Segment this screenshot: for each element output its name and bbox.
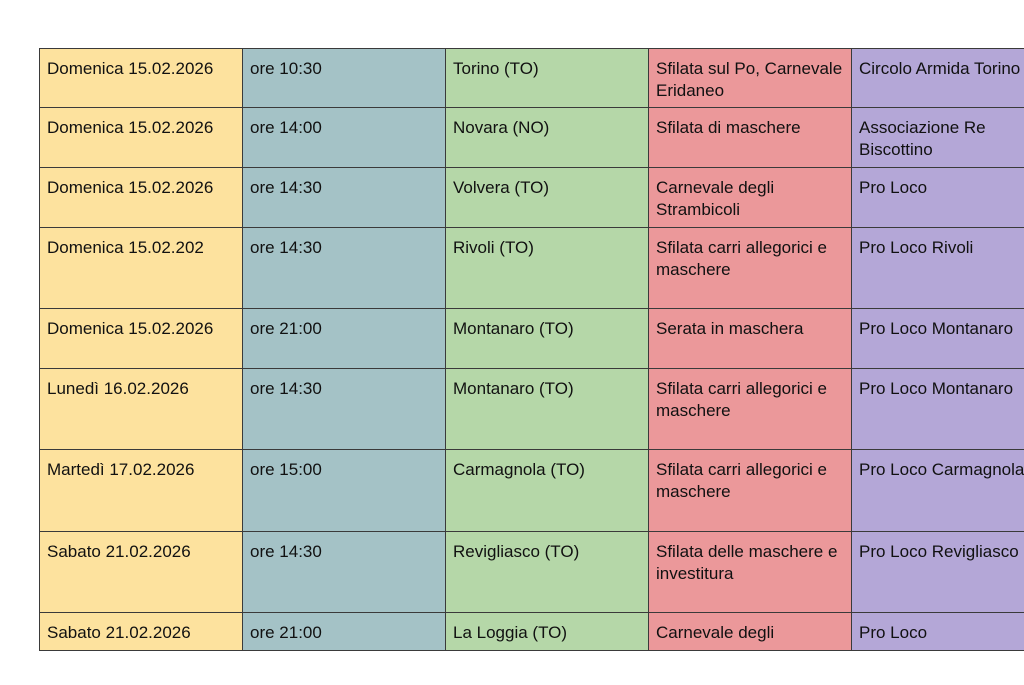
table-row: [40, 532, 1024, 613]
event-cell: Sfilata delle maschere e investitura: [649, 532, 852, 613]
event-cell: Carnevale degli: [649, 613, 852, 651]
table-row: [40, 613, 1024, 651]
time-cell: ore 10:30: [243, 49, 446, 108]
date-cell: Domenica 15.02.2026: [40, 168, 243, 228]
organizer-cell: Pro Loco Rivoli: [852, 228, 1024, 309]
event-cell: Sfilata carri allegorici e maschere: [649, 450, 852, 532]
date-cell: Domenica 15.02.2026: [40, 49, 243, 108]
organizer-cell: Pro Loco: [852, 613, 1024, 651]
event-cell: Sfilata di maschere: [649, 108, 852, 168]
date-cell: Domenica 15.02.2026: [40, 309, 243, 369]
place-cell: Revigliasco (TO): [446, 532, 649, 613]
date-cell: Domenica 15.02.202: [40, 228, 243, 309]
place-cell: Montanaro (TO): [446, 369, 649, 450]
time-cell: ore 14:30: [243, 228, 446, 309]
place-cell: Carmagnola (TO): [446, 450, 649, 532]
place-cell: Rivoli (TO): [446, 228, 649, 309]
organizer-cell: Associazione Re Biscottino: [852, 108, 1024, 168]
event-cell: Carnevale degli Strambicoli: [649, 168, 852, 228]
event-cell: Serata in maschera: [649, 309, 852, 369]
table-row: [40, 168, 1024, 228]
event-cell: Sfilata carri allegorici e maschere: [649, 369, 852, 450]
table-row: [40, 309, 1024, 369]
time-cell: ore 21:00: [243, 309, 446, 369]
date-cell: Martedì 17.02.2026: [40, 450, 243, 532]
place-cell: Torino (TO): [446, 49, 649, 108]
place-cell: Novara (NO): [446, 108, 649, 168]
organizer-cell: Circolo Armida Torino: [852, 49, 1024, 108]
place-cell: Montanaro (TO): [446, 309, 649, 369]
time-cell: ore 14:00: [243, 108, 446, 168]
time-cell: ore 14:30: [243, 168, 446, 228]
organizer-cell: Pro Loco: [852, 168, 1024, 228]
place-cell: Volvera (TO): [446, 168, 649, 228]
table-row: [40, 450, 1024, 532]
table-row: [40, 108, 1024, 168]
event-cell: Sfilata carri allegorici e maschere: [649, 228, 852, 309]
time-cell: ore 14:30: [243, 532, 446, 613]
time-cell: ore 21:00: [243, 613, 446, 651]
event-cell: Sfilata sul Po, Carnevale Eridaneo: [649, 49, 852, 108]
time-cell: ore 14:30: [243, 369, 446, 450]
organizer-cell: Pro Loco Montanaro: [852, 309, 1024, 369]
date-cell: Domenica 15.02.2026: [40, 108, 243, 168]
carnival-schedule-table: [39, 48, 1024, 651]
organizer-cell: Pro Loco Montanaro: [852, 369, 1024, 450]
date-cell: Lunedì 16.02.2026: [40, 369, 243, 450]
date-cell: Sabato 21.02.2026: [40, 613, 243, 651]
organizer-cell: Pro Loco Carmagnola: [852, 450, 1024, 532]
time-cell: ore 15:00: [243, 450, 446, 532]
table-row: [40, 369, 1024, 450]
organizer-cell: Pro Loco Revigliasco: [852, 532, 1024, 613]
place-cell: La Loggia (TO): [446, 613, 649, 651]
table-row: [40, 49, 1024, 108]
date-cell: Sabato 21.02.2026: [40, 532, 243, 613]
table-row: [40, 228, 1024, 309]
